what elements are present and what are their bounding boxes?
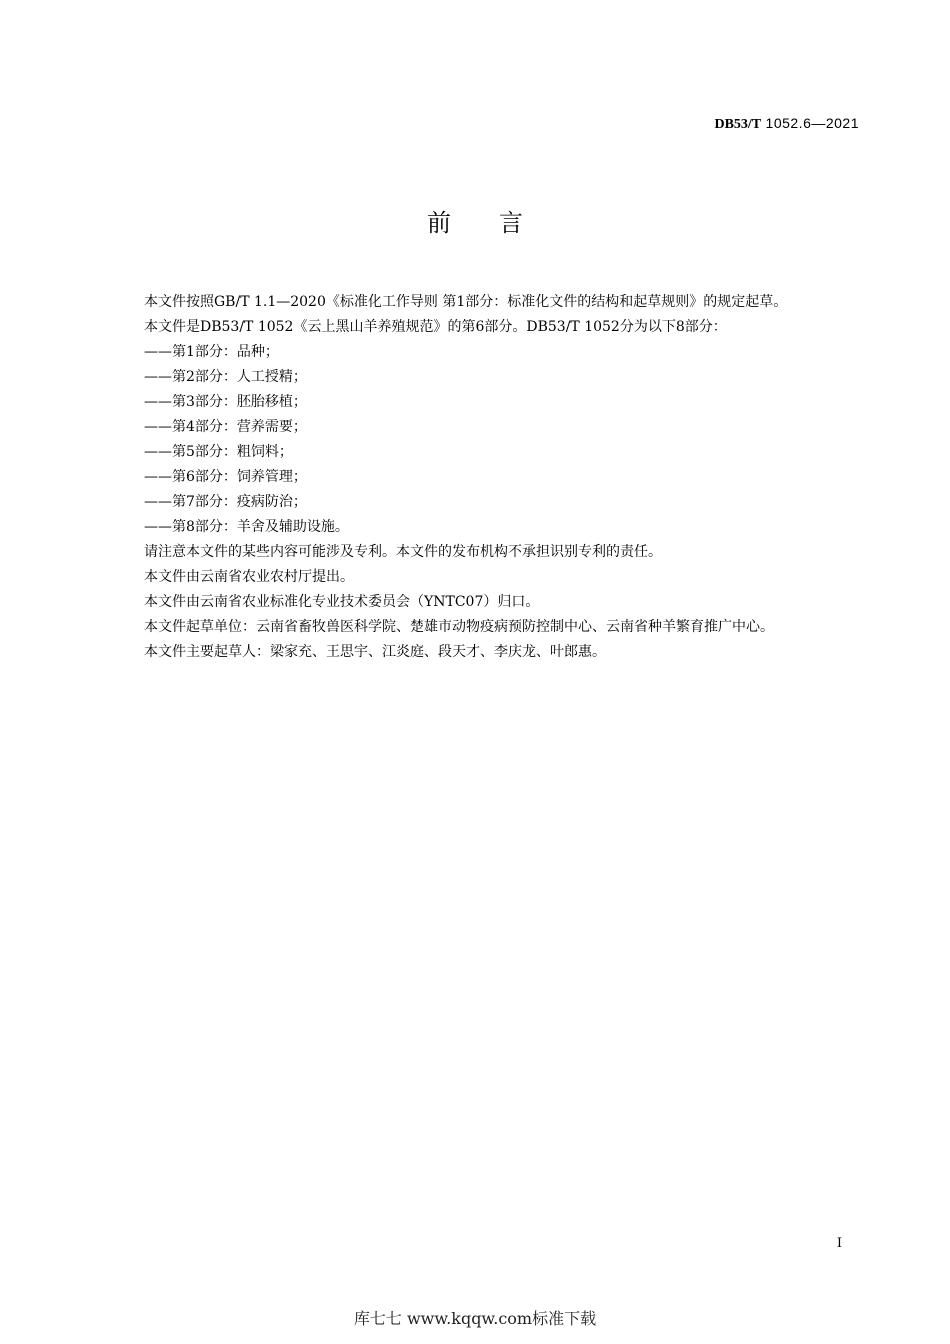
list-item-part-7: ——第7部分：疫病防治； (144, 494, 307, 510)
paragraph-proposer: 本文件由云南省农业农村厅提出。 (144, 569, 354, 585)
document-code-prefix: DB53/T (714, 117, 762, 132)
page-title: 前言 (427, 209, 571, 237)
list-item-part-3: ——第3部分：胚胎移植； (144, 394, 307, 410)
paragraph-patent-notice: 请注意本文件的某些内容可能涉及专利。本文件的发布机构不承担识别专利的责任。 (144, 544, 662, 560)
list-item-part-8: ——第8部分：羊舍及辅助设施。 (144, 519, 349, 535)
paragraph-part-statement: 本文件是DB53/T 1052《云上黑山羊养殖规范》的第6部分。DB53/T 1052分为以下8部分： (144, 319, 727, 335)
paragraph-drafting-units: 本文件起草单位：云南省畜牧兽医科学院、楚雄市动物疫病预防控制中心、云南省种羊繁育推广中心。 (144, 619, 774, 635)
footer-watermark: 库七七 www.kqqw.com标准下载 (353, 1309, 597, 1328)
paragraph-drafters: 本文件主要起草人：梁家充、王思宇、江炎庭、段天才、李庆龙、叶郎惠。 (144, 644, 606, 660)
list-item-part-6: ——第6部分：饲养管理； (144, 469, 307, 485)
document-code-number: 1052.6—2021 (761, 115, 859, 131)
list-item-part-4: ——第4部分：营养需要； (144, 419, 307, 435)
preface-body (112, 290, 860, 665)
page-number: I (836, 1236, 842, 1251)
paragraph-drafting-rules: 本文件按照GB/T 1.1—2020《标准化工作导则 第1部分：标准化文件的结构和起草规则》的规定起草。 (144, 294, 788, 310)
paragraph-centralized-unit: 本文件由云南省农业标准化专业技术委员会（YNTC07）归口。 (144, 594, 540, 610)
list-item-part-5: ——第5部分：粗饲料； (144, 444, 293, 460)
document-code (714, 115, 859, 133)
list-item-part-2: ——第2部分：人工授精； (144, 369, 307, 385)
list-item-part-1: ——第1部分：品种； (144, 344, 279, 360)
